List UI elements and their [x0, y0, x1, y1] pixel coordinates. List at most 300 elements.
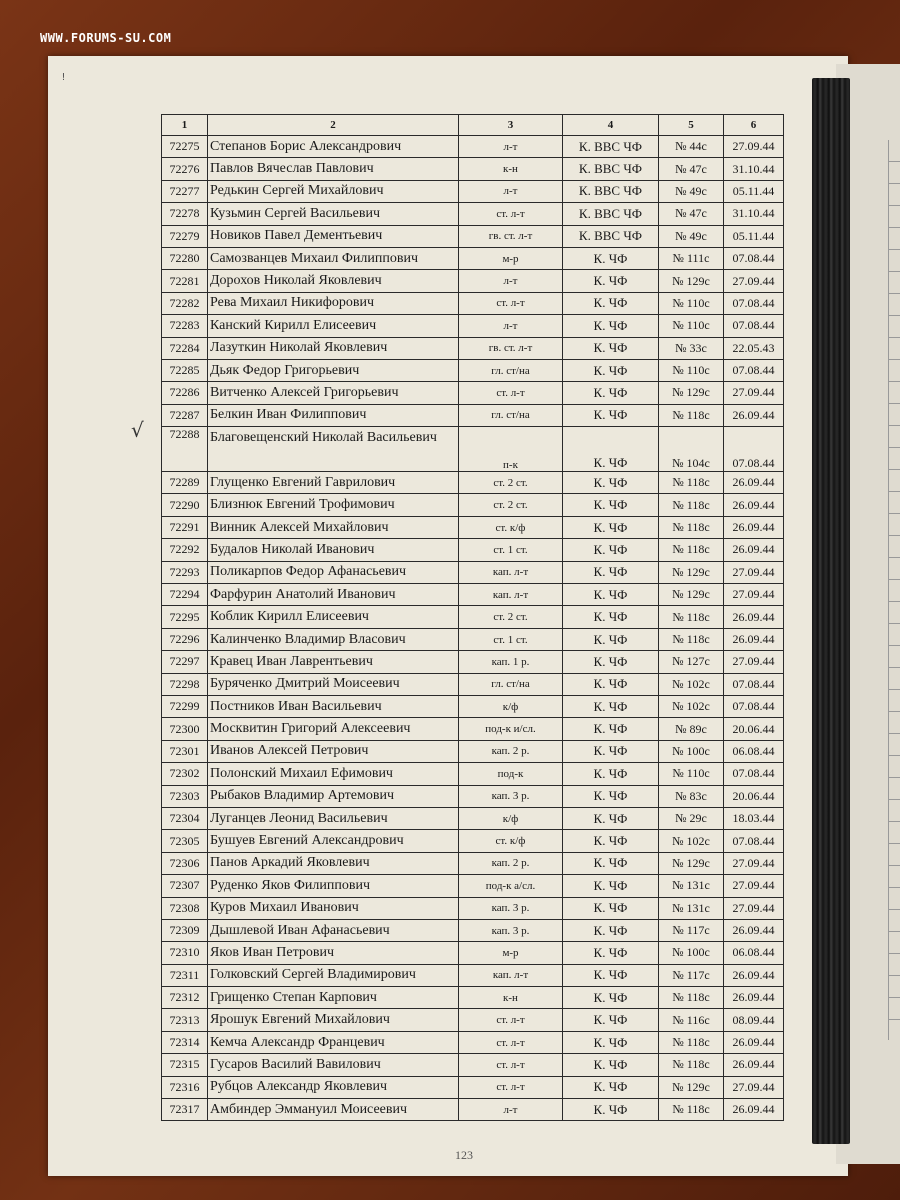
cell-rank: ст. л-т — [459, 1076, 563, 1098]
cell-date: 07.08.44 — [724, 695, 784, 717]
cell-unit: К. ЧФ — [563, 404, 659, 426]
header-col-4: 4 — [563, 115, 659, 136]
cell-full-name: Гусаров Василий Вавилович — [208, 1054, 459, 1076]
cell-full-name: Дьяк Федор Григорьевич — [208, 359, 459, 381]
table-row — [162, 136, 784, 158]
cell-rank: л-т — [459, 315, 563, 337]
cell-order-number: № 110с — [659, 292, 724, 314]
cell-date: 18.03.44 — [724, 807, 784, 829]
cell-order-number: № 129с — [659, 852, 724, 874]
header-col-1: 1 — [162, 115, 208, 136]
cell-order-number: № 110с — [659, 359, 724, 381]
cell-date: 27.09.44 — [724, 897, 784, 919]
cell-date: 27.09.44 — [724, 875, 784, 897]
cell-order-number: № 102с — [659, 830, 724, 852]
cell-number: 72299 — [162, 695, 208, 717]
table-row — [162, 203, 784, 225]
table-row — [162, 539, 784, 561]
cell-order-number: № 118с — [659, 472, 724, 494]
cell-unit: К. ЧФ — [563, 472, 659, 494]
cell-date: 07.08.44 — [724, 673, 784, 695]
cell-number: 72311 — [162, 964, 208, 986]
header-col-5: 5 — [659, 115, 724, 136]
cell-rank: ст. 1 ст. — [459, 628, 563, 650]
table-row — [162, 718, 784, 740]
cell-number: 72297 — [162, 651, 208, 673]
cell-rank: ст. к/ф — [459, 516, 563, 538]
cell-date: 27.09.44 — [724, 1076, 784, 1098]
table-row — [162, 1076, 784, 1098]
table-row — [162, 830, 784, 852]
table-row — [162, 404, 784, 426]
table-row — [162, 247, 784, 269]
cell-order-number: № 118с — [659, 404, 724, 426]
cell-number: 72309 — [162, 919, 208, 941]
cell-date: 26.09.44 — [724, 1054, 784, 1076]
cell-number: 72305 — [162, 830, 208, 852]
table-row — [162, 1099, 784, 1121]
cell-unit: К. ЧФ — [563, 763, 659, 785]
cell-date: 26.09.44 — [724, 987, 784, 1009]
cell-number: 72284 — [162, 337, 208, 359]
cell-full-name: Глущенко Евгений Гаврилович — [208, 472, 459, 494]
cell-number: 72310 — [162, 942, 208, 964]
cell-unit: К. ЧФ — [563, 1099, 659, 1121]
cell-full-name: Близнюк Евгений Трофимович — [208, 494, 459, 516]
page-number: 123 — [455, 1148, 473, 1162]
cell-date: 26.09.44 — [724, 494, 784, 516]
cell-date: 31.10.44 — [724, 158, 784, 180]
cell-rank: гв. ст. л-т — [459, 225, 563, 247]
cell-full-name: Благовещенский Николай Васильевич — [208, 427, 459, 472]
cell-unit: К. ЧФ — [563, 807, 659, 829]
cell-full-name: Лазуткин Николай Яковлевич — [208, 337, 459, 359]
cell-rank: кап. 2 р. — [459, 740, 563, 762]
cell-number: 72285 — [162, 359, 208, 381]
cell-number: 72275 — [162, 136, 208, 158]
cell-full-name: Ярошук Евгений Михайлович — [208, 1009, 459, 1031]
cell-number: 72294 — [162, 584, 208, 606]
cell-unit: К. ВВС ЧФ — [563, 203, 659, 225]
table-row — [162, 270, 784, 292]
cell-order-number: № 129с — [659, 561, 724, 583]
cell-full-name: Буряченко Дмитрий Моисеевич — [208, 673, 459, 695]
cell-number: 72296 — [162, 628, 208, 650]
cell-full-name: Руденко Яков Филиппович — [208, 875, 459, 897]
cell-unit: К. ЧФ — [563, 270, 659, 292]
cell-date: 27.09.44 — [724, 584, 784, 606]
cell-rank: гл. ст/на — [459, 673, 563, 695]
cell-order-number: № 102с — [659, 695, 724, 717]
cell-number: 72289 — [162, 472, 208, 494]
cell-unit: К. ЧФ — [563, 1031, 659, 1053]
table-row — [162, 472, 784, 494]
cell-number: 72288 — [162, 427, 208, 472]
cell-unit: К. ЧФ — [563, 897, 659, 919]
watermark-text: WWW.FORUMS-SU.COM — [40, 31, 172, 45]
table-row — [162, 516, 784, 538]
table-row — [162, 427, 784, 472]
cell-full-name: Яков Иван Петрович — [208, 942, 459, 964]
cell-rank: кап. л-т — [459, 964, 563, 986]
table-row — [162, 606, 784, 628]
cell-full-name: Голковский Сергей Владимирович — [208, 964, 459, 986]
cell-unit: К. ЧФ — [563, 852, 659, 874]
cell-full-name: Витченко Алексей Григорьевич — [208, 382, 459, 404]
cell-order-number: № 131с — [659, 897, 724, 919]
cell-full-name: Полонский Михаил Ефимович — [208, 763, 459, 785]
cell-unit: К. ЧФ — [563, 337, 659, 359]
cell-full-name: Кузьмин Сергей Васильевич — [208, 203, 459, 225]
cell-rank: ст. л-т — [459, 1031, 563, 1053]
check-mark-icon: √ — [131, 418, 144, 442]
table-row — [162, 1054, 784, 1076]
cell-full-name: Самозванцев Михаил Филиппович — [208, 247, 459, 269]
cell-rank: под-к и/сл. — [459, 718, 563, 740]
cell-order-number: № 33с — [659, 337, 724, 359]
cell-date: 06.08.44 — [724, 740, 784, 762]
cell-unit: К. ВВС ЧФ — [563, 180, 659, 202]
cell-number: 72298 — [162, 673, 208, 695]
cell-full-name: Панов Аркадий Яковлевич — [208, 852, 459, 874]
cell-full-name: Луганцев Леонид Васильевич — [208, 807, 459, 829]
cell-order-number: № 118с — [659, 539, 724, 561]
cell-order-number: № 127с — [659, 651, 724, 673]
cell-order-number: № 100с — [659, 942, 724, 964]
table-row — [162, 673, 784, 695]
cell-order-number: № 118с — [659, 516, 724, 538]
cell-date: 26.09.44 — [724, 628, 784, 650]
cell-rank: ст. 1 ст. — [459, 539, 563, 561]
cell-unit: К. ЧФ — [563, 1054, 659, 1076]
cell-rank: ст. л-т — [459, 1009, 563, 1031]
cell-rank: к-н — [459, 987, 563, 1009]
cell-rank: л-т — [459, 136, 563, 158]
cell-order-number: № 118с — [659, 1031, 724, 1053]
cell-date: 27.09.44 — [724, 136, 784, 158]
cell-order-number: № 129с — [659, 270, 724, 292]
cell-date: 26.09.44 — [724, 964, 784, 986]
cell-order-number: № 49с — [659, 180, 724, 202]
cell-unit: К. ЧФ — [563, 584, 659, 606]
cell-rank: ст. л-т — [459, 1054, 563, 1076]
cell-date: 26.09.44 — [724, 1099, 784, 1121]
next-page-table-lines — [888, 140, 900, 1040]
cell-order-number: № 118с — [659, 1099, 724, 1121]
cell-full-name: Постников Иван Васильевич — [208, 695, 459, 717]
cell-order-number: № 89с — [659, 718, 724, 740]
cell-unit: К. ЧФ — [563, 785, 659, 807]
cell-unit: К. ЧФ — [563, 382, 659, 404]
cell-rank: кап. 2 р. — [459, 852, 563, 874]
cell-rank: гл. ст/на — [459, 404, 563, 426]
cell-number: 72291 — [162, 516, 208, 538]
cell-rank: кап. 3 р. — [459, 919, 563, 941]
cell-order-number: № 116с — [659, 1009, 724, 1031]
table-row — [162, 337, 784, 359]
cell-full-name: Винник Алексей Михайлович — [208, 516, 459, 538]
cell-order-number: № 110с — [659, 763, 724, 785]
cell-date: 05.11.44 — [724, 180, 784, 202]
table-row — [162, 382, 784, 404]
cell-rank: гл. ст/на — [459, 359, 563, 381]
table-row — [162, 807, 784, 829]
table-header-row — [162, 115, 784, 136]
cell-full-name: Бушуев Евгений Александрович — [208, 830, 459, 852]
cell-full-name: Амбиндер Эммануил Моисеевич — [208, 1099, 459, 1121]
cell-rank: под-к а/сл. — [459, 875, 563, 897]
cell-unit: К. ВВС ЧФ — [563, 158, 659, 180]
cell-date: 07.08.44 — [724, 292, 784, 314]
cell-unit: К. ЧФ — [563, 919, 659, 941]
cell-rank: ст. л-т — [459, 203, 563, 225]
table-row — [162, 919, 784, 941]
cell-unit: К. ЧФ — [563, 673, 659, 695]
cell-number: 72282 — [162, 292, 208, 314]
cell-number: 72281 — [162, 270, 208, 292]
cell-full-name: Редькин Сергей Михайлович — [208, 180, 459, 202]
cell-rank: кап. 1 р. — [459, 651, 563, 673]
cell-unit: К. ЧФ — [563, 964, 659, 986]
cell-full-name: Будалов Николай Иванович — [208, 539, 459, 561]
cell-number: 72303 — [162, 785, 208, 807]
cell-order-number: № 118с — [659, 1054, 724, 1076]
cell-date: 07.08.44 — [724, 763, 784, 785]
cell-order-number: № 44с — [659, 136, 724, 158]
cell-number: 72276 — [162, 158, 208, 180]
cell-order-number: № 117с — [659, 919, 724, 941]
cell-rank: к/ф — [459, 807, 563, 829]
cell-full-name: Грищенко Степан Карпович — [208, 987, 459, 1009]
cell-number: 72301 — [162, 740, 208, 762]
cell-rank: л-т — [459, 1099, 563, 1121]
table-row — [162, 180, 784, 202]
cell-unit: К. ЧФ — [563, 606, 659, 628]
cell-order-number: № 100с — [659, 740, 724, 762]
cell-rank: кап. л-т — [459, 561, 563, 583]
cell-rank: под-к — [459, 763, 563, 785]
table-row — [162, 651, 784, 673]
table-row — [162, 494, 784, 516]
cell-date: 26.09.44 — [724, 606, 784, 628]
cell-full-name: Рева Михаил Никифорович — [208, 292, 459, 314]
cell-order-number: № 129с — [659, 584, 724, 606]
cell-unit: К. ЧФ — [563, 695, 659, 717]
cell-date: 26.09.44 — [724, 1031, 784, 1053]
cell-date: 07.08.44 — [724, 315, 784, 337]
table-row — [162, 785, 784, 807]
cell-order-number: № 111с — [659, 247, 724, 269]
cell-rank: кап. 3 р. — [459, 785, 563, 807]
cell-unit: К. ЧФ — [563, 718, 659, 740]
table-row — [162, 292, 784, 314]
table-row — [162, 1009, 784, 1031]
table-row — [162, 875, 784, 897]
cell-number: 72290 — [162, 494, 208, 516]
cell-order-number: № 129с — [659, 382, 724, 404]
cell-unit: К. ЧФ — [563, 539, 659, 561]
cell-number: 72316 — [162, 1076, 208, 1098]
cell-full-name: Москвитин Григорий Алексеевич — [208, 718, 459, 740]
cell-date: 26.09.44 — [724, 472, 784, 494]
book-binding — [812, 78, 850, 1144]
cell-order-number: № 118с — [659, 628, 724, 650]
cell-date: 08.09.44 — [724, 1009, 784, 1031]
cell-unit: К. ВВС ЧФ — [563, 225, 659, 247]
cell-number: 72307 — [162, 875, 208, 897]
cell-date: 27.09.44 — [724, 651, 784, 673]
cell-date: 20.06.44 — [724, 785, 784, 807]
cell-rank: ст. 2 ст. — [459, 606, 563, 628]
cell-unit: К. ЧФ — [563, 315, 659, 337]
cell-number: 72313 — [162, 1009, 208, 1031]
table-row — [162, 158, 784, 180]
cell-number: 72317 — [162, 1099, 208, 1121]
cell-unit: К. ЧФ — [563, 1009, 659, 1031]
cell-date: 27.09.44 — [724, 270, 784, 292]
cell-number: 72312 — [162, 987, 208, 1009]
cell-rank: кап. л-т — [459, 584, 563, 606]
cell-full-name: Кемча Александр Францевич — [208, 1031, 459, 1053]
cell-number: 72295 — [162, 606, 208, 628]
cell-full-name: Поликарпов Федор Афанасьевич — [208, 561, 459, 583]
table-row — [162, 584, 784, 606]
cell-order-number: № 131с — [659, 875, 724, 897]
table-row — [162, 942, 784, 964]
table-row — [162, 359, 784, 381]
award-register-table — [161, 114, 784, 1121]
cell-full-name: Кравец Иван Лаврентьевич — [208, 651, 459, 673]
cell-full-name: Калинченко Владимир Власович — [208, 628, 459, 650]
cell-unit: К. ЧФ — [563, 427, 659, 472]
cell-date: 20.06.44 — [724, 718, 784, 740]
cell-unit: К. ЧФ — [563, 830, 659, 852]
table-row — [162, 897, 784, 919]
cell-number: 72300 — [162, 718, 208, 740]
cell-number: 72293 — [162, 561, 208, 583]
cell-number: 72308 — [162, 897, 208, 919]
cell-rank: л-т — [459, 270, 563, 292]
cell-date: 07.08.44 — [724, 830, 784, 852]
cell-order-number: № 29с — [659, 807, 724, 829]
table-row — [162, 852, 784, 874]
cell-order-number: № 102с — [659, 673, 724, 695]
cell-order-number: № 129с — [659, 1076, 724, 1098]
cell-full-name: Павлов Вячеслав Павлович — [208, 158, 459, 180]
cell-number: 72277 — [162, 180, 208, 202]
cell-full-name: Белкин Иван Филиппович — [208, 404, 459, 426]
cell-date: 26.09.44 — [724, 404, 784, 426]
cell-rank: гв. ст. л-т — [459, 337, 563, 359]
cell-date: 26.09.44 — [724, 516, 784, 538]
cell-order-number: № 83с — [659, 785, 724, 807]
cell-order-number: № 118с — [659, 606, 724, 628]
cell-date: 07.08.44 — [724, 427, 784, 472]
cell-full-name: Фарфурин Анатолий Иванович — [208, 584, 459, 606]
cell-full-name: Коблик Кирилл Елисеевич — [208, 606, 459, 628]
cell-number: 72286 — [162, 382, 208, 404]
cell-unit: К. ЧФ — [563, 987, 659, 1009]
cell-number: 72315 — [162, 1054, 208, 1076]
cell-rank: к/ф — [459, 695, 563, 717]
cell-order-number: № 47с — [659, 203, 724, 225]
cell-full-name: Рыбаков Владимир Артемович — [208, 785, 459, 807]
cell-order-number: № 49с — [659, 225, 724, 247]
cell-number: 72287 — [162, 404, 208, 426]
table-row — [162, 561, 784, 583]
cell-unit: К. ЧФ — [563, 875, 659, 897]
cell-full-name: Дорохов Николай Яковлевич — [208, 270, 459, 292]
cell-full-name: Степанов Борис Александрович — [208, 136, 459, 158]
cell-rank: п-к — [459, 427, 563, 472]
cell-full-name: Рубцов Александр Яковлевич — [208, 1076, 459, 1098]
cell-number: 72279 — [162, 225, 208, 247]
cell-rank: ст. 2 ст. — [459, 472, 563, 494]
cell-full-name: Канский Кирилл Елисеевич — [208, 315, 459, 337]
cell-number: 72280 — [162, 247, 208, 269]
cell-date: 27.09.44 — [724, 561, 784, 583]
cell-unit: К. ЧФ — [563, 1076, 659, 1098]
cell-rank: ст. 2 ст. — [459, 494, 563, 516]
cell-date: 26.09.44 — [724, 539, 784, 561]
table-row — [162, 763, 784, 785]
cell-number: 72302 — [162, 763, 208, 785]
cell-number: 72314 — [162, 1031, 208, 1053]
cell-date: 07.08.44 — [724, 247, 784, 269]
cell-unit: К. ЧФ — [563, 247, 659, 269]
cell-number: 72306 — [162, 852, 208, 874]
cell-unit: К. ЧФ — [563, 561, 659, 583]
cell-number: 72278 — [162, 203, 208, 225]
cell-date: 22.05.43 — [724, 337, 784, 359]
cell-date: 07.08.44 — [724, 359, 784, 381]
cell-rank: м-р — [459, 247, 563, 269]
cell-unit: К. ЧФ — [563, 942, 659, 964]
cell-date: 27.09.44 — [724, 382, 784, 404]
cell-unit: К. ЧФ — [563, 740, 659, 762]
table-row — [162, 964, 784, 986]
table-row — [162, 1031, 784, 1053]
cell-number: 72283 — [162, 315, 208, 337]
cell-full-name: Иванов Алексей Петрович — [208, 740, 459, 762]
table-row — [162, 740, 784, 762]
cell-order-number: № 118с — [659, 494, 724, 516]
pin-mark-icon: ǃ — [62, 72, 65, 83]
cell-rank: кап. 3 р. — [459, 897, 563, 919]
cell-date: 26.09.44 — [724, 919, 784, 941]
header-col-2: 2 — [208, 115, 459, 136]
cell-rank: м-р — [459, 942, 563, 964]
header-col-6: 6 — [724, 115, 784, 136]
cell-date: 06.08.44 — [724, 942, 784, 964]
cell-unit: К. ЧФ — [563, 359, 659, 381]
cell-rank: л-т — [459, 180, 563, 202]
cell-unit: К. ВВС ЧФ — [563, 136, 659, 158]
table-row — [162, 695, 784, 717]
cell-date: 05.11.44 — [724, 225, 784, 247]
cell-rank: ст. к/ф — [459, 830, 563, 852]
header-col-3: 3 — [459, 115, 563, 136]
cell-rank: ст. л-т — [459, 292, 563, 314]
cell-full-name: Куров Михаил Иванович — [208, 897, 459, 919]
table-row — [162, 628, 784, 650]
table-row — [162, 315, 784, 337]
cell-unit: К. ЧФ — [563, 628, 659, 650]
cell-unit: К. ЧФ — [563, 651, 659, 673]
cell-date: 31.10.44 — [724, 203, 784, 225]
table-row — [162, 987, 784, 1009]
cell-order-number: № 110с — [659, 315, 724, 337]
